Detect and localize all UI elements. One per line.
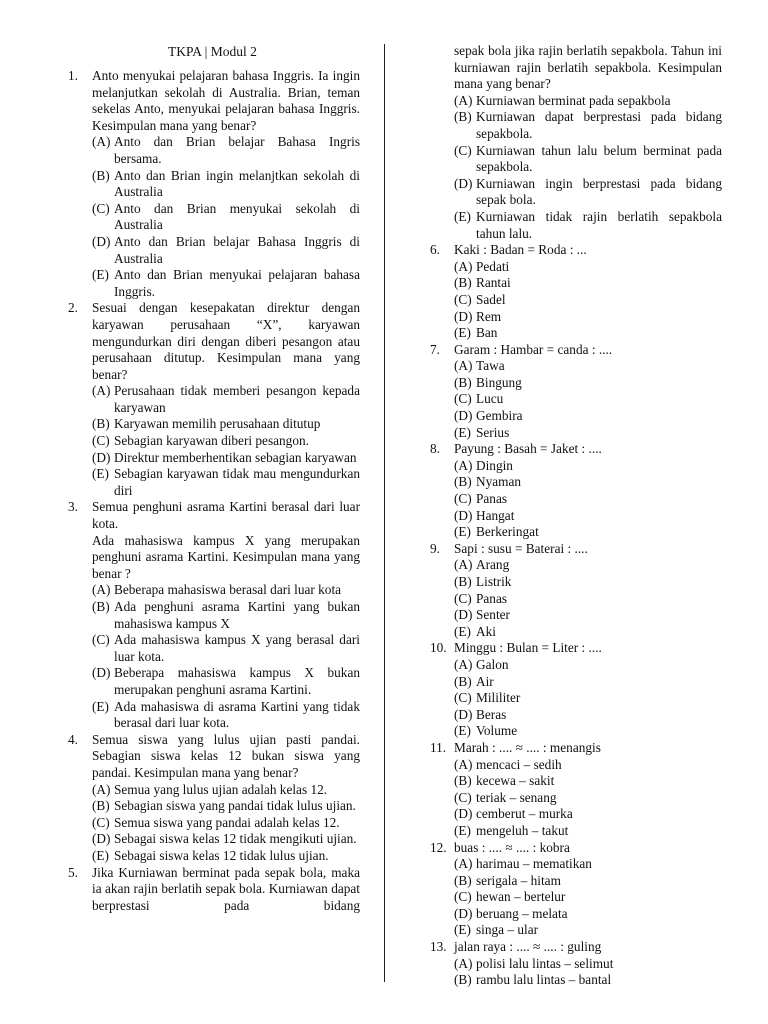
- answer-option: [454, 873, 722, 890]
- question-body: [92, 732, 360, 865]
- answer-option: [454, 823, 722, 840]
- question-body: [454, 342, 722, 442]
- question: [430, 740, 722, 840]
- question-stem: Jika Kurniawan berminat pada sepak bola, maka ia akan rajin berlatih sepak bola. Kurniawan dapat berprestasi pada bidang: [92, 864, 360, 913]
- option-text: serigala – hitam: [476, 872, 561, 888]
- question-number: 12.: [430, 839, 447, 855]
- option-label: (D): [92, 233, 111, 249]
- question-body: [454, 43, 722, 242]
- option-text: Anto dan Brian menyukai pelajaran bahasa Inggris.: [114, 267, 360, 299]
- answer-option: [454, 906, 722, 923]
- answer-option: [454, 574, 722, 591]
- option-text: Hangat: [476, 507, 515, 523]
- question-stem: sepak bola jika rajin berlatih sepakbola. Tahun ini kurniawan rajin berlatih sepakbola. Kesimpulan mana yang benar?: [454, 43, 722, 92]
- option-label: (B): [454, 673, 472, 689]
- option-text: Anto dan Brian belajar Bahasa Ingris bersama.: [114, 134, 360, 166]
- option-text: kecewa – sakit: [476, 773, 555, 789]
- option-label: (E): [454, 208, 471, 224]
- question-body: [454, 740, 722, 840]
- option-label: (E): [454, 325, 471, 341]
- option-text: Perusahaan tidak memberi pesangon kepada karyawan: [114, 383, 360, 415]
- option-label: (C): [92, 200, 110, 216]
- answer-option: [92, 267, 360, 300]
- question: [430, 242, 722, 342]
- answer-option: [454, 491, 722, 508]
- option-text: hewan – bertelur: [476, 889, 566, 905]
- option-text: Semua yang lulus ujian adalah kelas 12.: [114, 781, 328, 797]
- option-label: (C): [92, 433, 110, 449]
- question-stem: Minggu : Bulan = Liter : ....: [454, 640, 602, 656]
- option-label: (B): [92, 167, 110, 183]
- option-text: Dingin: [476, 457, 513, 473]
- question-stem: Anto menyukai pelajaran bahasa Inggris. Ia ingin melanjutkan sekolah di Australia. Brian, teman sekelas Anto, menyukai pelajaran bahasa Inggris. Kesimpulan mana yang benar?: [92, 68, 360, 133]
- answer-option: [92, 582, 360, 599]
- option-label: (C): [92, 632, 110, 648]
- answer-option: [454, 375, 722, 392]
- question: [68, 865, 360, 915]
- option-label: (A): [454, 656, 473, 672]
- option-text: Senter: [476, 607, 510, 623]
- answer-option: [454, 458, 722, 475]
- question: [430, 441, 722, 541]
- option-text: Galon: [476, 656, 509, 672]
- question-stem: Payung : Basah = Jaket : ....: [454, 441, 602, 457]
- option-text: Ada mahasiswa di asrama Kartini yang tidak berasal dari luar kota.: [114, 698, 360, 731]
- question: [430, 840, 722, 940]
- option-text: Panas: [476, 491, 508, 507]
- answer-option: [454, 176, 722, 209]
- question-body: [454, 640, 722, 740]
- answer-option: [454, 806, 722, 823]
- option-text: beruang – melata: [476, 905, 568, 921]
- option-label: (B): [92, 416, 110, 432]
- option-text: Kurniawan tahun lalu belum berminat pada sepakbola.: [476, 142, 722, 175]
- option-text: Arang: [476, 557, 510, 573]
- option-text: Sebagian siswa yang pandai tidak lulus ujian.: [114, 798, 356, 814]
- answer-option: [454, 557, 722, 574]
- option-text: Aki: [476, 623, 496, 639]
- option-text: Panas: [476, 590, 508, 606]
- option-label: (A): [454, 955, 473, 971]
- option-text: Beras: [476, 706, 507, 722]
- question-stem-continued: Ada mahasiswa kampus X yang merupakan penghuni asrama Kartini. Kesimpulan mana yang benar ?: [92, 532, 360, 581]
- answer-option: [454, 657, 722, 674]
- answer-option: [454, 508, 722, 525]
- answer-option: [92, 201, 360, 234]
- question-stem: Semua siswa yang lulus ujian pasti pandai. Sebagian siswa kelas 12 bukan siswa yang pandai. Kesimpulan mana yang benar?: [92, 731, 360, 780]
- question-stem: Marah : .... ≈ .... : menangis: [454, 739, 601, 755]
- option-label: (E): [454, 723, 471, 739]
- option-label: (B): [454, 275, 472, 291]
- option-text: mencaci – sedih: [476, 756, 562, 772]
- option-text: Karyawan memilih perusahaan ditutup: [114, 416, 321, 432]
- option-label: (C): [454, 690, 472, 706]
- question-body: [92, 68, 360, 300]
- question-number: 2.: [68, 300, 78, 316]
- answer-option: [454, 143, 722, 176]
- answer-option: [454, 723, 722, 740]
- question-number: 11.: [430, 739, 447, 755]
- option-label: (D): [454, 408, 473, 424]
- option-text: Bingung: [476, 374, 522, 390]
- option-label: (E): [92, 466, 109, 482]
- answer-option: [454, 408, 722, 425]
- question-number: 7.: [430, 341, 440, 357]
- option-text: Anto dan Brian ingin melanjtkan sekolah di Australia: [114, 167, 360, 200]
- option-label: (A): [92, 582, 111, 598]
- answer-option: [454, 757, 722, 774]
- answer-option: [454, 309, 722, 326]
- option-label: (A): [92, 383, 111, 399]
- answer-option: [92, 433, 360, 450]
- option-label: (B): [454, 574, 472, 589]
- question-number: 5.: [68, 864, 78, 880]
- option-label: (C): [454, 789, 472, 805]
- question-number: 6.: [430, 242, 440, 258]
- question-body: [454, 541, 722, 641]
- option-label: (A): [454, 756, 473, 772]
- option-text: Semua siswa yang pandai adalah kelas 12.: [114, 814, 340, 830]
- question-number: [430, 43, 454, 242]
- option-text: Nyaman: [476, 474, 522, 490]
- option-label: (B): [454, 773, 472, 789]
- question-number: 8.: [430, 441, 440, 457]
- question: [430, 541, 722, 641]
- page-title: TKPA | Modul 2: [168, 44, 257, 59]
- option-label: (D): [454, 607, 473, 623]
- answer-option: [92, 815, 360, 832]
- question: [430, 640, 722, 740]
- question: [68, 300, 360, 499]
- option-text: Listrik: [476, 574, 512, 589]
- option-label: (B): [454, 109, 472, 125]
- option-label: (E): [92, 847, 109, 863]
- answer-option: [454, 391, 722, 408]
- question-stem: Sapi : susu = Baterai : ....: [454, 540, 588, 556]
- option-text: Sebagai siswa kelas 12 tidak mengikuti ujian.: [114, 831, 357, 847]
- answer-option: [92, 134, 360, 167]
- option-text: Sadel: [476, 291, 506, 307]
- option-label: (D): [92, 665, 111, 681]
- option-text: Mililiter: [476, 690, 521, 706]
- answer-option: [454, 325, 722, 342]
- question: [430, 43, 722, 242]
- option-label: (A): [454, 557, 473, 573]
- question: [68, 68, 360, 300]
- option-text: Pedati: [476, 258, 510, 274]
- answer-option: [92, 831, 360, 848]
- question-number: 13.: [430, 939, 447, 955]
- answer-option: [92, 798, 360, 815]
- answer-option: [454, 524, 722, 541]
- option-text: Volume: [476, 723, 518, 739]
- question-body: [454, 840, 722, 940]
- option-text: Tawa: [476, 358, 505, 374]
- option-text: singa – ular: [476, 922, 539, 938]
- option-label: (B): [92, 599, 110, 614]
- answer-option: [92, 699, 360, 732]
- answer-option: [454, 624, 722, 641]
- answer-option: [454, 773, 722, 790]
- option-label: (D): [454, 806, 473, 822]
- option-label: (A): [454, 457, 473, 473]
- option-label: (B): [454, 374, 472, 390]
- answer-option: [454, 972, 722, 989]
- option-text: Kurniawan tidak rajin berlatih sepakbola tahun lalu.: [476, 208, 722, 241]
- option-label: (E): [92, 267, 109, 283]
- option-text: Kurniawan berminat pada sepakbola: [476, 92, 671, 108]
- question-stem: Semua penghuni asrama Kartini berasal dari luar kota.: [92, 499, 360, 532]
- question-stem: Kaki : Badan = Roda : ...: [454, 242, 587, 258]
- option-text: cemberut – murka: [476, 806, 573, 822]
- answer-option: [92, 466, 360, 499]
- answer-option: [454, 707, 722, 724]
- option-text: teriak – senang: [476, 789, 557, 805]
- option-text: Air: [476, 673, 494, 689]
- answer-option: [454, 93, 722, 110]
- option-label: (B): [92, 798, 110, 814]
- option-label: (A): [454, 856, 473, 872]
- option-label: (C): [92, 814, 110, 830]
- answer-option: [92, 848, 360, 865]
- option-label: (A): [92, 134, 111, 150]
- option-label: (E): [454, 623, 471, 639]
- question: [68, 732, 360, 865]
- answer-option: [92, 168, 360, 201]
- option-label: (A): [92, 781, 111, 797]
- option-label: (E): [454, 424, 471, 440]
- option-label: (D): [92, 449, 111, 465]
- option-label: (C): [454, 291, 472, 307]
- option-label: (E): [92, 698, 109, 714]
- option-label: (D): [92, 831, 111, 847]
- answer-option: [454, 474, 722, 491]
- answer-option: [454, 209, 722, 242]
- option-label: (A): [454, 258, 473, 274]
- question-stem: Garam : Hambar = canda : ....: [454, 341, 613, 357]
- option-label: (C): [454, 491, 472, 507]
- answer-option: [454, 889, 722, 906]
- question-number: 4.: [68, 731, 78, 747]
- option-text: Rem: [476, 308, 502, 324]
- option-text: Anto dan Brian belajar Bahasa Inggris di Australia: [114, 233, 360, 266]
- option-label: (B): [454, 972, 472, 988]
- option-text: harimau – mematikan: [476, 856, 592, 872]
- option-label: (E): [454, 822, 471, 838]
- left-column: [68, 68, 360, 914]
- answer-option: [92, 234, 360, 267]
- question-body: [454, 939, 722, 989]
- answer-option: [454, 607, 722, 624]
- answer-option: [454, 425, 722, 442]
- option-text: Gembira: [476, 408, 523, 424]
- question: [68, 499, 360, 731]
- question-body: [92, 865, 360, 915]
- option-label: (C): [454, 590, 472, 606]
- option-label: (D): [454, 706, 473, 722]
- answer-option: [454, 292, 722, 309]
- option-label: (A): [454, 92, 473, 108]
- question-number: 1.: [68, 68, 78, 83]
- question-body: [92, 300, 360, 499]
- answer-option: [92, 632, 360, 665]
- answer-option: [454, 674, 722, 691]
- question-stem: buas : .... ≈ .... : kobra: [454, 839, 570, 855]
- option-text: Beberapa mahasiswa kampus X bukan merupakan penghuni asrama Kartini.: [114, 665, 360, 697]
- option-text: mengeluh – takut: [476, 822, 569, 838]
- answer-option: [454, 856, 722, 873]
- option-text: Anto dan Brian menyukai sekolah di Australia: [114, 200, 360, 233]
- question-number: 3.: [68, 499, 78, 515]
- answer-option: [454, 259, 722, 276]
- answer-option: [454, 790, 722, 807]
- option-text: Ban: [476, 325, 498, 341]
- answer-option: [92, 450, 360, 467]
- option-label: (D): [454, 175, 473, 191]
- option-text: rambu lalu lintas – bantal: [476, 972, 612, 988]
- option-text: Ada mahasiswa kampus X yang berasal dari luar kota.: [114, 632, 360, 664]
- option-text: Rantai: [476, 275, 511, 291]
- option-label: (E): [454, 922, 471, 938]
- question-number: 9.: [430, 540, 440, 556]
- question-body: [454, 441, 722, 541]
- option-label: (B): [454, 872, 472, 888]
- question-stem: jalan raya : .... ≈ .... : guling: [454, 939, 602, 955]
- answer-option: [454, 922, 722, 939]
- right-column: [430, 43, 722, 989]
- option-label: (D): [454, 905, 473, 921]
- answer-option: [92, 665, 360, 698]
- option-text: polisi lalu lintas – selimut: [476, 955, 614, 971]
- option-label: (C): [454, 889, 472, 905]
- answer-option: [454, 956, 722, 973]
- option-text: Sebagian karyawan tidak mau mengundurkan diri: [114, 466, 360, 498]
- question-number: 10.: [430, 640, 447, 656]
- answer-option: [454, 358, 722, 375]
- option-text: Serius: [476, 424, 510, 440]
- option-label: (A): [454, 358, 473, 374]
- answer-option: [454, 275, 722, 292]
- question: [430, 342, 722, 442]
- option-text: Direktur memberhentikan sebagian karyawan: [114, 449, 357, 465]
- answer-option: [454, 109, 722, 142]
- question-body: [454, 242, 722, 342]
- option-label: (C): [454, 391, 472, 407]
- option-text: Sebagian karyawan diberi pesangon.: [114, 433, 309, 449]
- answer-option: [92, 383, 360, 416]
- option-text: Ada penghuni asrama Kartini yang bukan mahasiswa kampus X: [114, 599, 360, 631]
- option-label: (D): [454, 308, 473, 324]
- answer-option: [92, 416, 360, 433]
- option-text: Kurniawan ingin berprestasi pada bidang sepak bola.: [476, 175, 722, 208]
- option-label: (B): [454, 474, 472, 490]
- answer-option: [454, 690, 722, 707]
- question-stem: Sesuai dengan kesepakatan direktur dengan karyawan perusahaan “X”, karyawan mengundurkan diri dengan diberi pesangon atau perusahaan ditutup. Kesimpulan mana yang benar?: [92, 300, 360, 382]
- option-text: Lucu: [476, 391, 504, 407]
- question: [430, 939, 722, 989]
- answer-option: [454, 591, 722, 608]
- option-text: Kurniawan dapat berprestasi pada bidang sepakbola.: [476, 109, 722, 141]
- question-body: [92, 499, 360, 731]
- option-text: Berkeringat: [476, 524, 539, 540]
- option-text: Sebagai siswa kelas 12 tidak lulus ujian.: [114, 847, 329, 863]
- column-divider: [384, 44, 385, 982]
- option-label: (E): [454, 524, 471, 540]
- option-label: (D): [454, 507, 473, 523]
- option-label: (C): [454, 142, 472, 158]
- answer-option: [92, 782, 360, 799]
- option-text: Beberapa mahasiswa berasal dari luar kota: [114, 582, 342, 598]
- answer-option: [92, 599, 360, 632]
